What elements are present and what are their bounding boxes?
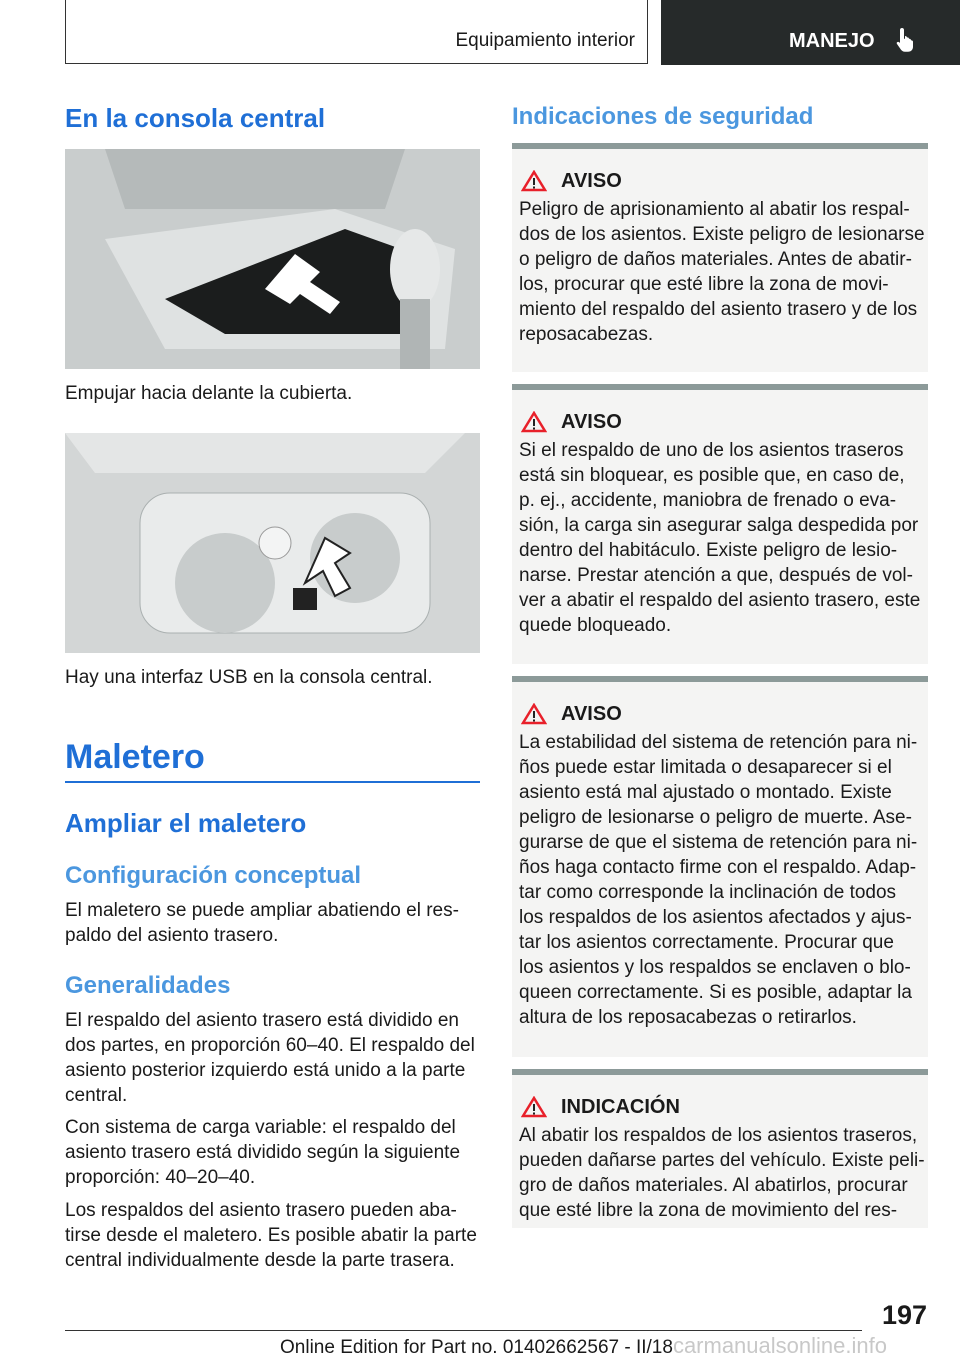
- notice-box: [512, 1069, 928, 1228]
- text-line: El respaldo del asiento trasero está dividido en: [65, 1010, 459, 1031]
- box-text: [519, 438, 928, 638]
- text-line: miento del respaldo del asiento trasero y de los: [519, 299, 918, 320]
- text-line: paldo del asiento trasero.: [65, 925, 279, 946]
- text-line: gurarse de que el sistema de retención para ni-: [519, 832, 918, 853]
- text-line: proporción: 40–20–40.: [65, 1167, 256, 1188]
- text-line: o peligro de daños materiales. Antes de abatir-: [519, 249, 912, 270]
- text-line: ver a abatir el respaldo del asiento trasero, este: [519, 590, 921, 611]
- paragraph-concept: [65, 898, 459, 948]
- text-line: asiento trasero está dividido según la siguiente: [65, 1142, 461, 1163]
- subsection-general: Generalidades: [65, 972, 231, 999]
- usb-interface-image: [65, 433, 480, 653]
- text-line: narse. Prestar atención a que, después de vol-: [519, 565, 913, 586]
- text-line: queen correctamente. Si es posible, adaptar la: [519, 982, 912, 1003]
- paragraph-general-2: [65, 1115, 460, 1190]
- chapter-underline: [65, 781, 480, 783]
- caption-push-cover: Empujar hacia delante la cubierta.: [65, 383, 353, 404]
- warning-triangle-icon: [521, 170, 547, 192]
- box-label: AVISO: [561, 410, 622, 433]
- text-line: dentro del habitáculo. Existe peligro de lesio-: [519, 540, 898, 561]
- warning-box: [512, 676, 928, 1057]
- subsection-concept: Configuración conceptual: [65, 862, 362, 889]
- text-line: dos partes, en proporción 60–40. El respaldo del: [65, 1035, 475, 1056]
- text-line: Si el respaldo de uno de los asientos traseros: [519, 440, 904, 461]
- section-title-expand-trunk: Ampliar el maletero: [65, 808, 307, 838]
- header-chapter-title: MANEJO: [789, 30, 875, 52]
- caption-usb-interface: Hay una interfaz USB en la consola central.: [65, 667, 433, 688]
- text-line: peligro de lesionarse o peligro de muerte. Ase-: [519, 807, 912, 828]
- text-line: Al abatir los respaldos de los asientos traseros,: [519, 1125, 918, 1146]
- box-title: [521, 696, 928, 732]
- footer-divider: [65, 1330, 862, 1331]
- text-line: está sin bloquear, es posible que, en caso de,: [519, 465, 905, 486]
- header-section-title: Equipamiento interior: [455, 30, 635, 51]
- text-line: Los respaldos del asiento trasero pueden aba-: [65, 1200, 457, 1221]
- text-line: tar como corresponde la inclinación de todos: [519, 882, 897, 903]
- box-label: AVISO: [561, 169, 622, 192]
- box-text: [519, 730, 928, 1030]
- box-text: [519, 197, 928, 347]
- text-line: tar los asientos correctamente. Procurar que: [519, 932, 894, 953]
- warning-triangle-icon: [521, 703, 547, 725]
- box-title: [521, 1089, 928, 1125]
- text-line: El maletero se puede ampliar abatiendo el res-: [65, 900, 459, 921]
- text-line: tirse desde el maletero. Es posible abatir la parte: [65, 1225, 477, 1246]
- text-line: los respaldos de los asientos afectados y ajus-: [519, 907, 912, 928]
- text-line: La estabilidad del sistema de retención para ni-: [519, 732, 918, 753]
- pointing-hand-icon: [896, 26, 920, 54]
- warning-triangle-icon: [521, 1096, 547, 1118]
- section-title-center-console: En la consola central: [65, 103, 326, 133]
- box-label: INDICACIÓN: [561, 1095, 680, 1118]
- text-line: gro de daños materiales. Al abatirlos, procurar: [519, 1175, 908, 1196]
- text-line: los, procurar que esté libre la zona de movi-: [519, 274, 889, 295]
- text-line: los asientos y los respaldos se enclaven o blo-: [519, 957, 911, 978]
- text-line: sión, la carga sin asegurar salga despedida por: [519, 515, 919, 536]
- text-line: central individualmente desde la parte trasera.: [65, 1250, 455, 1271]
- paragraph-general-3: [65, 1198, 477, 1273]
- text-line: ños puede estar limitada o desaparecer si el: [519, 757, 892, 778]
- text-line: Con sistema de carga variable: el respaldo del: [65, 1117, 456, 1138]
- section-title-safety: Indicaciones de seguridad: [512, 103, 814, 130]
- box-title: [521, 163, 928, 199]
- warning-triangle-icon: [521, 411, 547, 433]
- box-text: [519, 1123, 928, 1223]
- box-title: [521, 404, 928, 440]
- text-line: reposacabezas.: [519, 324, 654, 345]
- header-section-box: [65, 0, 648, 64]
- header-chapter-tab: [661, 0, 960, 65]
- text-line: ños haga contacto firme con el respaldo. Adap-: [519, 857, 917, 878]
- warning-box: [512, 384, 928, 664]
- paragraph-general-1: [65, 1008, 475, 1108]
- text-line: altura de los reposacabezas o retirarlos.: [519, 1007, 857, 1028]
- footer-edition: [280, 1333, 887, 1359]
- text-line: Peligro de aprisionamiento al abatir los respal-: [519, 199, 910, 220]
- watermark: carmanualsonline.info: [672, 1333, 887, 1358]
- text-line: asiento está mal ajustado o montado. Existe: [519, 782, 892, 803]
- text-line: p. ej., accidente, maniobra de frenado o eva-: [519, 490, 897, 511]
- text-line: dos de los asientos. Existe peligro de lesionarse: [519, 224, 925, 245]
- center-console-cover-image: [65, 149, 480, 369]
- text-line: quede bloqueado.: [519, 615, 672, 636]
- warning-box: [512, 143, 928, 372]
- text-line: pueden dañarse partes del vehículo. Existe peli-: [519, 1150, 925, 1171]
- text-line: asiento posterior izquierdo está unido a la parte: [65, 1060, 466, 1081]
- text-line: que esté libre la zona de movimiento del res-: [519, 1200, 898, 1221]
- chapter-title-trunk: Maletero: [65, 738, 205, 776]
- text-line: central.: [65, 1085, 128, 1106]
- box-label: AVISO: [561, 702, 622, 725]
- edition-text: Online Edition for Part no. 01402662567 - II/18: [280, 1337, 673, 1358]
- page-number: 197: [881, 1300, 927, 1330]
